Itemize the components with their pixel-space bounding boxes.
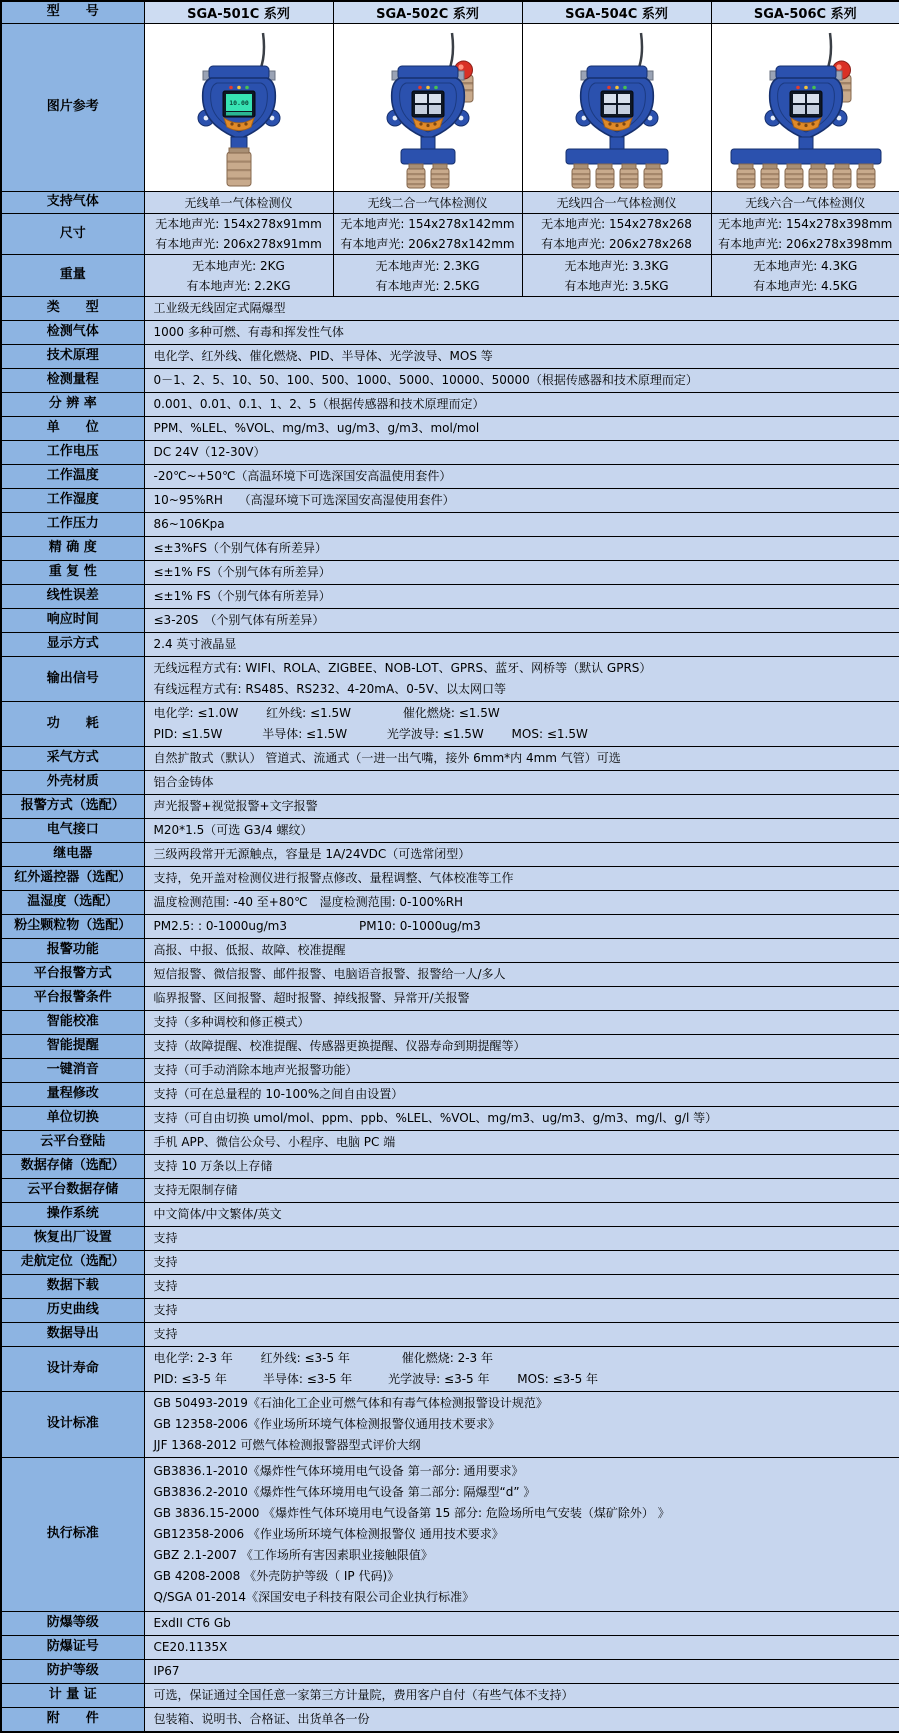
spec-row bbox=[1, 1612, 899, 1636]
spec-label: 技术原理 bbox=[1, 345, 144, 369]
spec-row bbox=[1, 1155, 899, 1179]
spec-value-line: 电化学、红外线、催化燃烧、PID、半导体、光学波导、MOS 等 bbox=[154, 346, 891, 367]
svg-text:10.00: 10.00 bbox=[229, 99, 249, 107]
spec-label: 粉尘颗粒物（选配） bbox=[1, 915, 144, 939]
spec-value-line: IP67 bbox=[154, 1661, 891, 1682]
spec-label: 平台报警方式 bbox=[1, 963, 144, 987]
spec-value bbox=[144, 441, 899, 465]
spec-label: 数据存储（选配） bbox=[1, 1155, 144, 1179]
spec-value-line: 手机 APP、微信公众号、小程序、电脑 PC 端 bbox=[154, 1132, 891, 1153]
spec-value-line: 无线六合一气体检测仪 bbox=[714, 193, 898, 213]
spec-value-line: PID: ≤3-5 年 半导体: ≤3-5 年 光学波导: ≤3-5 年 MOS: ≤3-5 年 bbox=[154, 1369, 891, 1390]
spec-row bbox=[1, 1347, 899, 1392]
spec-label: 量程修改 bbox=[1, 1083, 144, 1107]
spec-value-line: ≤±3%FS（个别气体有所差异） bbox=[154, 538, 891, 559]
spec-value-line: 支持（可在总量程的 10-100%之间自由设置） bbox=[154, 1084, 891, 1105]
spec-value-line: 支持 bbox=[154, 1324, 891, 1345]
spec-value-line: Q/SGA 01-2014《深国安电子科技有限公司企业执行标准》 bbox=[154, 1587, 891, 1608]
spec-label: 分 辨 率 bbox=[1, 393, 144, 417]
spec-label: 附 件 bbox=[1, 1708, 144, 1733]
spec-row bbox=[1, 321, 899, 345]
spec-value-line: 短信报警、微信报警、邮件报警、电脑语音报警、报警给一人/多人 bbox=[154, 964, 891, 985]
spec-label: 数据导出 bbox=[1, 1323, 144, 1347]
spec-value-line: 支持无限制存储 bbox=[154, 1180, 891, 1201]
spec-value bbox=[144, 465, 899, 489]
spec-label: 报警方式（选配） bbox=[1, 795, 144, 819]
spec-value-line: 包装箱、说明书、合格证、出货单各一份 bbox=[154, 1709, 891, 1730]
spec-row bbox=[1, 1660, 899, 1684]
spec-row bbox=[1, 561, 899, 585]
spec-value-line: 自然扩散式（默认） 管道式、流通式（一进一出气嘴，接外 6mm*内 4mm 气管）可选 bbox=[154, 748, 891, 769]
spec-value-line: 支持 10 万条以上存储 bbox=[154, 1156, 891, 1177]
spec-value-cell bbox=[144, 192, 333, 214]
spec-value-line: 铝合金铸体 bbox=[154, 772, 891, 793]
spec-row bbox=[1, 537, 899, 561]
spec-value-line: 电化学: ≤1.0W 红外线: ≤1.5W 催化燃烧: ≤1.5W bbox=[154, 703, 891, 724]
model-header-sga504c: SGA-504C 系列 bbox=[522, 1, 711, 24]
spec-value-line: 0－1、2、5、10、50、100、500、1000、5000、10000、50000（根据传感器和技术原理而定） bbox=[154, 370, 891, 391]
spec-row bbox=[1, 1131, 899, 1155]
spec-label: 响应时间 bbox=[1, 609, 144, 633]
spec-row bbox=[1, 987, 899, 1011]
spec-value-cell bbox=[711, 214, 899, 255]
spec-label: 防爆证号 bbox=[1, 1636, 144, 1660]
spec-value-line: 支持（故障提醒、校准提醒、传感器更换提醒、仪器寿命到期提醒等） bbox=[154, 1036, 891, 1057]
spec-row bbox=[1, 702, 899, 747]
spec-row bbox=[1, 819, 899, 843]
spec-value-line: -20℃~+50℃（高温环境下可选深国安高温使用套件） bbox=[154, 466, 891, 487]
gas-detector-quad-icon bbox=[523, 25, 712, 191]
spec-row bbox=[1, 489, 899, 513]
spec-row bbox=[1, 1035, 899, 1059]
spec-value-line: 声光报警+视觉报警+文字报警 bbox=[154, 796, 891, 817]
spec-label: 防护等级 bbox=[1, 1660, 144, 1684]
model-header-sga506c: SGA-506C 系列 bbox=[711, 1, 899, 24]
spec-label: 线性误差 bbox=[1, 585, 144, 609]
spec-value bbox=[144, 1155, 899, 1179]
spec-label: 功 耗 bbox=[1, 702, 144, 747]
spec-value bbox=[144, 819, 899, 843]
spec-row bbox=[1, 915, 899, 939]
spec-value-cell bbox=[522, 192, 711, 214]
spec-label: 检测气体 bbox=[1, 321, 144, 345]
spec-label: 红外遥控器（选配） bbox=[1, 867, 144, 891]
device-image-sga504c bbox=[522, 24, 711, 192]
spec-value bbox=[144, 537, 899, 561]
spec-label: 继电器 bbox=[1, 843, 144, 867]
spec-value bbox=[144, 1275, 899, 1299]
spec-value-line: 无线二合一气体检测仪 bbox=[336, 193, 520, 213]
spec-row bbox=[1, 939, 899, 963]
spec-value-line: 支持（多种调校和修正模式） bbox=[154, 1012, 891, 1033]
spec-row bbox=[1, 417, 899, 441]
spec-value bbox=[144, 417, 899, 441]
header-row bbox=[1, 1, 899, 24]
spec-value-line: 无本地声光: 154x278x142mm bbox=[336, 214, 520, 234]
spec-value-line: PM2.5: : 0-1000ug/m3 PM10: 0-1000ug/m3 bbox=[154, 916, 891, 937]
spec-value-line: 有本地声光: 206x278x268 bbox=[525, 234, 709, 254]
spec-value-line: 支持 bbox=[154, 1228, 891, 1249]
spec-value bbox=[144, 1684, 899, 1708]
spec-label: 云平台数据存储 bbox=[1, 1179, 144, 1203]
image-row bbox=[1, 24, 899, 192]
spec-row bbox=[1, 1251, 899, 1275]
spec-row bbox=[1, 1107, 899, 1131]
column-spec-row bbox=[1, 214, 899, 255]
spec-label: 单位切换 bbox=[1, 1107, 144, 1131]
spec-value-line: ExdII CT6 Gb bbox=[154, 1613, 891, 1634]
spec-value-cell bbox=[333, 214, 522, 255]
spec-value-line: 无线四合一气体检测仪 bbox=[525, 193, 709, 213]
spec-value-cell bbox=[522, 214, 711, 255]
spec-label: 温湿度（选配） bbox=[1, 891, 144, 915]
spec-label: 报警功能 bbox=[1, 939, 144, 963]
spec-row bbox=[1, 1179, 899, 1203]
spec-value bbox=[144, 1392, 899, 1458]
spec-value bbox=[144, 771, 899, 795]
spec-label: 类 型 bbox=[1, 297, 144, 321]
spec-value-line: GB12358-2006 《作业场所环境气体检测报警仪 通用技术要求》 bbox=[154, 1524, 891, 1545]
spec-value-line: 支持（可自由切换 umol/mol、ppm、ppb、%LEL、%VOL、mg/m3、ug/m3、g/m3、mg/l、g/l 等） bbox=[154, 1108, 891, 1129]
model-header-sga502c: SGA-502C 系列 bbox=[333, 1, 522, 24]
spec-value bbox=[144, 1179, 899, 1203]
spec-label: 外壳材质 bbox=[1, 771, 144, 795]
spec-row bbox=[1, 771, 899, 795]
spec-value bbox=[144, 747, 899, 771]
spec-value-line: GB 4208-2008 《外壳防护等级（ IP 代码)》 bbox=[154, 1566, 891, 1587]
spec-label: 支持气体 bbox=[1, 192, 144, 214]
spec-value bbox=[144, 795, 899, 819]
spec-label: 重量 bbox=[1, 255, 144, 297]
spec-row bbox=[1, 1323, 899, 1347]
spec-row bbox=[1, 795, 899, 819]
spec-value bbox=[144, 891, 899, 915]
spec-value-cell bbox=[711, 255, 899, 297]
spec-label: 工作湿度 bbox=[1, 489, 144, 513]
spec-value-line: ≤±1% FS（个别气体有所差异） bbox=[154, 586, 891, 607]
spec-value bbox=[144, 321, 899, 345]
spec-value-line: 支持（可手动消除本地声光报警功能） bbox=[154, 1060, 891, 1081]
spec-value-line: 支持 bbox=[154, 1276, 891, 1297]
spec-value-line: GB 12358-2006《作业场所环境气体检测报警仪通用技术要求》 bbox=[154, 1414, 891, 1435]
spec-value bbox=[144, 513, 899, 537]
spec-label: 电气接口 bbox=[1, 819, 144, 843]
spec-value-line: 中文简体/中文繁体/英文 bbox=[154, 1204, 891, 1225]
spec-value-cell bbox=[144, 214, 333, 255]
spec-row bbox=[1, 609, 899, 633]
spec-value bbox=[144, 1323, 899, 1347]
spec-value-line: GB3836.1-2010《爆炸性气体环境用电气设备 第一部分: 通用要求》 bbox=[154, 1461, 891, 1482]
spec-label: 智能提醒 bbox=[1, 1035, 144, 1059]
spec-value-line: 无本地声光: 2KG bbox=[147, 256, 331, 276]
spec-value bbox=[144, 987, 899, 1011]
spec-value bbox=[144, 1251, 899, 1275]
spec-value-line: 工业级无线固定式隔爆型 bbox=[154, 298, 891, 319]
spec-label: 防爆等级 bbox=[1, 1612, 144, 1636]
spec-value bbox=[144, 345, 899, 369]
spec-label: 计 量 证 bbox=[1, 1684, 144, 1708]
spec-label: 一键消音 bbox=[1, 1059, 144, 1083]
spec-value bbox=[144, 1035, 899, 1059]
spec-row bbox=[1, 1227, 899, 1251]
spec-value bbox=[144, 1203, 899, 1227]
model-header-sga501c: SGA-501C 系列 bbox=[144, 1, 333, 24]
spec-value-line: M20*1.5（可选 G3/4 螺纹） bbox=[154, 820, 891, 841]
spec-value-line: 2.4 英寸液晶显 bbox=[154, 634, 891, 655]
gas-detector-single-icon bbox=[145, 25, 334, 191]
spec-value bbox=[144, 939, 899, 963]
spec-label: 输出信号 bbox=[1, 657, 144, 702]
spec-value-cell bbox=[522, 255, 711, 297]
spec-value-line: 有本地声光: 206x278x91mm bbox=[147, 234, 331, 254]
spec-label: 工作温度 bbox=[1, 465, 144, 489]
spec-row bbox=[1, 1011, 899, 1035]
spec-label: 检测量程 bbox=[1, 369, 144, 393]
spec-value-line: PPM、%LEL、%VOL、mg/m3、ug/m3、g/m3、mol/mol bbox=[154, 418, 891, 439]
spec-row bbox=[1, 441, 899, 465]
spec-value-line: 有本地声光: 2.5KG bbox=[336, 276, 520, 296]
spec-label: 精 确 度 bbox=[1, 537, 144, 561]
spec-value bbox=[144, 369, 899, 393]
spec-value-line: GB3836.2-2010《爆炸性气体环境用电气设备 第二部分: 隔爆型“d” 》 bbox=[154, 1482, 891, 1503]
spec-label: 设计标准 bbox=[1, 1392, 144, 1458]
spec-value bbox=[144, 1660, 899, 1684]
spec-row bbox=[1, 1275, 899, 1299]
spec-value bbox=[144, 1059, 899, 1083]
spec-value bbox=[144, 1131, 899, 1155]
spec-value bbox=[144, 1299, 899, 1323]
spec-value-line: CE20.1135X bbox=[154, 1637, 891, 1658]
spec-value bbox=[144, 393, 899, 417]
spec-value-line: ≤±1% FS（个别气体有所差异） bbox=[154, 562, 891, 583]
column-spec-row bbox=[1, 192, 899, 214]
device-image-sga506c bbox=[711, 24, 899, 192]
image-row-label: 图片参考 bbox=[1, 24, 144, 192]
spec-value-line: 无线远程方式有: WIFI、ROLA、ZIGBEE、NOB-LOT、GPRS、蓝牙、网桥等（默认 GPRS） bbox=[154, 658, 891, 679]
gas-detector-duo-icon bbox=[334, 25, 523, 191]
spec-row bbox=[1, 513, 899, 537]
spec-value-line: 无本地声光: 154x278x268 bbox=[525, 214, 709, 234]
spec-row bbox=[1, 1636, 899, 1660]
spec-value bbox=[144, 1458, 899, 1612]
spec-label: 智能校准 bbox=[1, 1011, 144, 1035]
spec-label: 数据下载 bbox=[1, 1275, 144, 1299]
spec-value-line: 无本地声光: 2.3KG bbox=[336, 256, 520, 276]
spec-row bbox=[1, 369, 899, 393]
spec-value-line: 三级两段常开无源触点，容量是 1A/24VDC（可选常闭型） bbox=[154, 844, 891, 865]
spec-value bbox=[144, 843, 899, 867]
spec-label: 尺寸 bbox=[1, 214, 144, 255]
spec-value-line: 可选，保证通过全国任意一家第三方计量院，费用客户自付（有些气体不支持） bbox=[154, 1685, 891, 1706]
spec-row bbox=[1, 747, 899, 771]
spec-label: 设计寿命 bbox=[1, 1347, 144, 1392]
spec-value-line: 电化学: 2-3 年 红外线: ≤3-5 年 催化燃烧: 2-3 年 bbox=[154, 1348, 891, 1369]
column-spec-row bbox=[1, 255, 899, 297]
spec-value-line: 有本地声光: 3.5KG bbox=[525, 276, 709, 296]
spec-value bbox=[144, 963, 899, 987]
spec-row bbox=[1, 963, 899, 987]
spec-row bbox=[1, 465, 899, 489]
spec-value bbox=[144, 609, 899, 633]
spec-value-line: 高报、中报、低报、故障、校准提醒 bbox=[154, 940, 891, 961]
spec-row bbox=[1, 1083, 899, 1107]
spec-label: 单 位 bbox=[1, 417, 144, 441]
spec-value bbox=[144, 867, 899, 891]
spec-value-line: 有线远程方式有: RS485、RS232、4-20mA、0-5V、以太网口等 bbox=[154, 679, 891, 700]
spec-row bbox=[1, 1059, 899, 1083]
spec-value-cell bbox=[333, 255, 522, 297]
spec-label: 操作系统 bbox=[1, 1203, 144, 1227]
spec-value-line: 10~95%RH （高湿环境下可选深国安高湿使用套件） bbox=[154, 490, 891, 511]
spec-row bbox=[1, 633, 899, 657]
spec-value bbox=[144, 297, 899, 321]
spec-value bbox=[144, 1708, 899, 1733]
spec-value-line: 无本地声光: 4.3KG bbox=[714, 256, 898, 276]
spec-row bbox=[1, 345, 899, 369]
spec-row bbox=[1, 657, 899, 702]
spec-value-line: 有本地声光: 4.5KG bbox=[714, 276, 898, 296]
spec-value-line: 支持，免开盖对检测仪进行报警点修改、量程调整、气体校准等工作 bbox=[154, 868, 891, 889]
spec-label: 工作压力 bbox=[1, 513, 144, 537]
spec-value-line: 86~106Kpa bbox=[154, 514, 891, 535]
spec-value-line: 有本地声光: 206x278x398mm bbox=[714, 234, 898, 254]
spec-value-line: 1000 多种可燃、有毒和挥发性气体 bbox=[154, 322, 891, 343]
spec-value bbox=[144, 1612, 899, 1636]
spec-label: 走航定位（选配） bbox=[1, 1251, 144, 1275]
spec-label: 平台报警条件 bbox=[1, 987, 144, 1011]
spec-value-line: GBZ 2.1-2007 《工作场所有害因素职业接触限值》 bbox=[154, 1545, 891, 1566]
spec-label: 工作电压 bbox=[1, 441, 144, 465]
spec-label: 执行标准 bbox=[1, 1458, 144, 1612]
spec-value-line: 无线单一气体检测仪 bbox=[147, 193, 331, 213]
spec-value-line: 临界报警、区间报警、超时报警、掉线报警、异常开/关报警 bbox=[154, 988, 891, 1009]
spec-value-line: 无本地声光: 154x278x398mm bbox=[714, 214, 898, 234]
spec-row bbox=[1, 1458, 899, 1612]
spec-value-line: PID: ≤1.5W 半导体: ≤1.5W 光学波导: ≤1.5W MOS: ≤1.5W bbox=[154, 724, 891, 745]
spec-label: 重 复 性 bbox=[1, 561, 144, 585]
spec-row bbox=[1, 1203, 899, 1227]
spec-value-line: ≤3-20S （个别气体有所差异） bbox=[154, 610, 891, 631]
spec-value bbox=[144, 702, 899, 747]
model-header-label: 型 号 bbox=[1, 1, 144, 24]
spec-value-line: DC 24V（12-30V） bbox=[154, 442, 891, 463]
spec-value-line: 无本地声光: 154x278x91mm bbox=[147, 214, 331, 234]
spec-row bbox=[1, 1708, 899, 1733]
spec-row bbox=[1, 1299, 899, 1323]
spec-row bbox=[1, 585, 899, 609]
spec-value-line: 有本地声光: 2.2KG bbox=[147, 276, 331, 296]
spec-label: 历史曲线 bbox=[1, 1299, 144, 1323]
spec-value bbox=[144, 585, 899, 609]
spec-value bbox=[144, 1107, 899, 1131]
spec-row bbox=[1, 891, 899, 915]
spec-row bbox=[1, 843, 899, 867]
spec-value bbox=[144, 489, 899, 513]
spec-value-line: 无本地声光: 3.3KG bbox=[525, 256, 709, 276]
spec-label: 云平台登陆 bbox=[1, 1131, 144, 1155]
spec-row bbox=[1, 867, 899, 891]
spec-value bbox=[144, 561, 899, 585]
spec-value-line: GB 3836.15-2000 《爆炸性气体环境用电气设备第 15 部分: 危险场所电气安装（煤矿除外） 》 bbox=[154, 1503, 891, 1524]
gas-detector-hex-icon bbox=[712, 25, 899, 191]
spec-value-cell bbox=[333, 192, 522, 214]
device-image-sga502c bbox=[333, 24, 522, 192]
spec-row bbox=[1, 1392, 899, 1458]
spec-value-line: 有本地声光: 206x278x142mm bbox=[336, 234, 520, 254]
spec-value-cell bbox=[711, 192, 899, 214]
spec-value-cell bbox=[144, 255, 333, 297]
spec-value-line: 0.001、0.01、0.1、1、2、5（根据传感器和技术原理而定） bbox=[154, 394, 891, 415]
spec-value bbox=[144, 1083, 899, 1107]
spec-value bbox=[144, 1227, 899, 1251]
spec-value-line: 温度检测范围: -40 至+80℃ 湿度检测范围: 0-100%RH bbox=[154, 892, 891, 913]
spec-value-line: JJF 1368-2012 可燃气体检测报警器型式评价大纲 bbox=[154, 1435, 891, 1456]
spec-value bbox=[144, 633, 899, 657]
spec-row bbox=[1, 297, 899, 321]
spec-row bbox=[1, 393, 899, 417]
spec-value-line: 支持 bbox=[154, 1300, 891, 1321]
spec-value-line: GB 50493-2019《石油化工企业可燃气体和有毒气体检测报警设计规范》 bbox=[154, 1393, 891, 1414]
spec-value bbox=[144, 1347, 899, 1392]
spec-label: 恢复出厂设置 bbox=[1, 1227, 144, 1251]
spec-value bbox=[144, 657, 899, 702]
spec-value bbox=[144, 915, 899, 939]
spec-label: 显示方式 bbox=[1, 633, 144, 657]
spec-value bbox=[144, 1636, 899, 1660]
spec-value-line: 支持 bbox=[154, 1252, 891, 1273]
device-image-sga501c bbox=[144, 24, 333, 192]
spec-row bbox=[1, 1684, 899, 1708]
spec-value bbox=[144, 1011, 899, 1035]
spec-label: 采气方式 bbox=[1, 747, 144, 771]
